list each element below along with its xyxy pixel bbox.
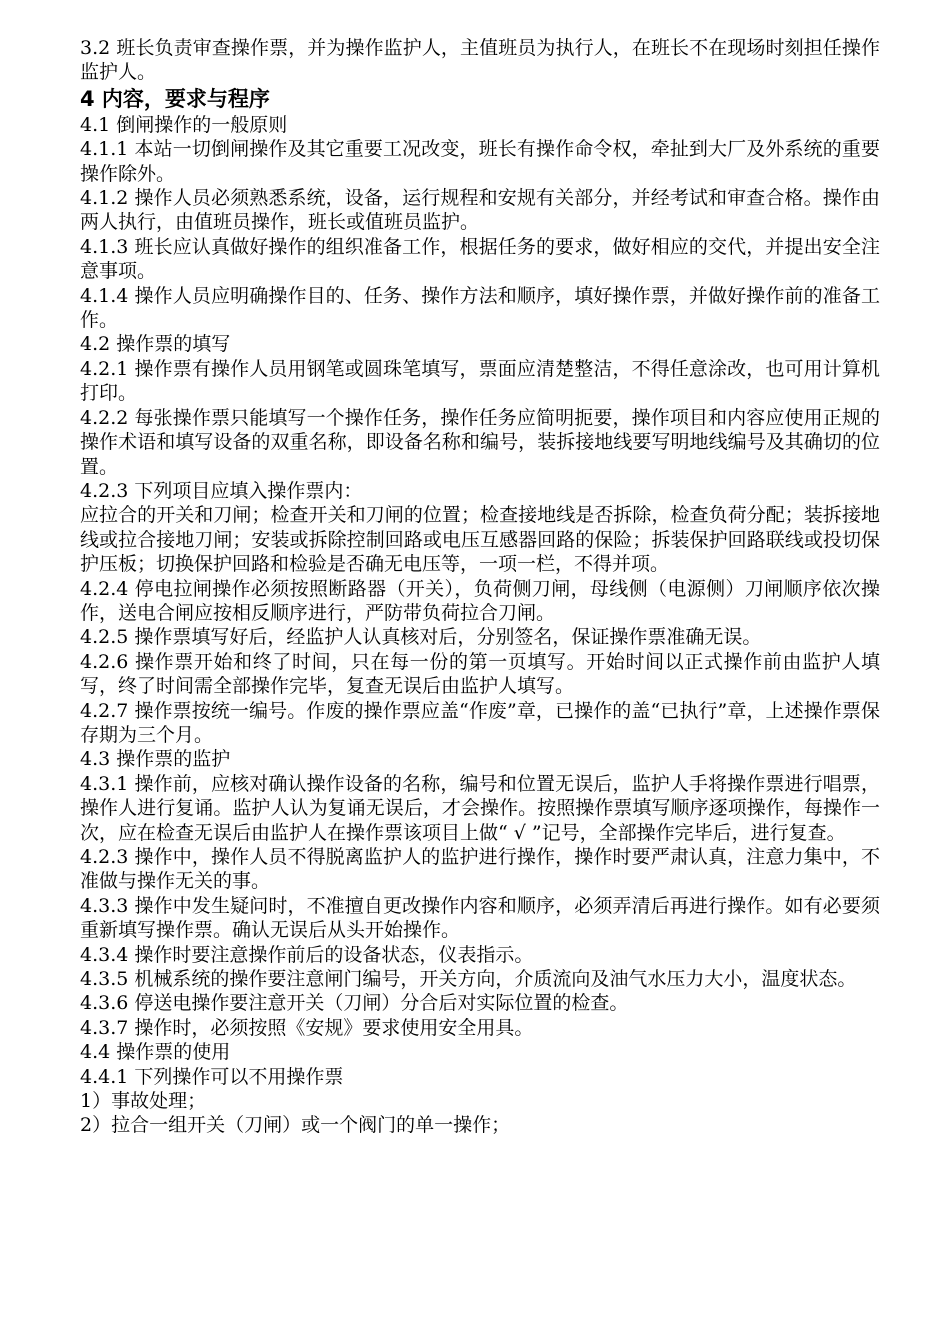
paragraph-4-3-4: 4.3.4 操作时要注意操作前后的设备状态，仪表指示。 bbox=[80, 943, 534, 966]
paragraph-items-list: 应拉合的开关和刀闸；检查开关和刀闸的位置；检查接地线是否拆除，检查负荷分配；装拆接地线或拉合接地刀闸；安装或拆除控制回路或电压互感器回路的保险；拆装保护回路联线或投切保护压板；切换保护回路和检验是否确无电压等，一项一栏，不得并项。 bbox=[80, 504, 880, 576]
list-item-1: 1）事故处理； bbox=[80, 1090, 207, 1113]
paragraph-4-3-5: 4.3.5 机械系统的操作要注意闸门编号，开关方向，介质流向及油气水压力大小，温度状态。 bbox=[80, 968, 857, 991]
paragraph-4-2-7: 4.2.7 操作票按统一编号。作废的操作票应盖“作废”章，已操作的盖“已执行”章，上述操作票保存期为三个月。 bbox=[80, 699, 880, 746]
paragraph-4-2-1: 4.2.1 操作票有操作人员用钢笔或圆珠笔填写，票面应清楚整洁，不得任意涂改，也可用计算机打印。 bbox=[80, 357, 880, 405]
paragraph-4-3-1: 4.3.1 操作前，应核对确认操作设备的名称，编号和位置无误后，监护人手将操作票进行唱票，操作人进行复诵。监护人认为复诵无误后，才会操作。按照操作票填写顺序逐项操作，每操作一次，应在检查无误后由监护人在操作票该项目上做“ √ ”记号，全部操作完毕后，进行复查。 bbox=[80, 772, 880, 844]
paragraph-4-1-1: 4.1.1 本站一切倒闸操作及其它重要工况改变，班长有操作命令权，牵扯到大厂及外系统的重要操作除外。 bbox=[80, 138, 880, 185]
paragraph-4-4-1: 4.4.1 下列操作可以不用操作票 bbox=[80, 1065, 344, 1088]
paragraph-4-3-2: 4.2.3 操作中，操作人员不得脱离监护人的监护进行操作，操作时要严肃认真，注意力集中，不准做与操作无关的事。 bbox=[80, 846, 880, 893]
subheading-4-1: 4.1 倒闸操作的一般原则 bbox=[80, 113, 288, 136]
paragraph-4-1-2: 4.1.2 操作人员必须熟悉系统，设备，运行规程和安规有关部分，并经考试和审查合格。操作由两人执行，由值班员操作，班长或值班员监护。 bbox=[80, 187, 880, 234]
subheading-4-4: 4.4 操作票的使用 bbox=[80, 1041, 231, 1064]
paragraph-4-1-4: 4.1.4 操作人员应明确操作目的、任务、操作方法和顺序，填好操作票，并做好操作前的准备工作。 bbox=[80, 284, 880, 332]
paragraph-4-2-3: 4.2.3 下列项目应填入操作票内： bbox=[80, 479, 363, 502]
subheading-4-3: 4.3 操作票的监护 bbox=[80, 748, 231, 771]
list-item-2: 2）拉合一组开关（刀闸）或一个阀门的单一操作； bbox=[80, 1114, 511, 1137]
document-page bbox=[80, 36, 880, 1138]
paragraph-4-2-5: 4.2.5 操作票填写好后，经监护人认真核对后，分别签名，保证操作票准确无误。 bbox=[80, 626, 762, 649]
paragraph-4-3-7: 4.3.7 操作时，必须按照《安规》要求使用安全用具。 bbox=[80, 1016, 534, 1039]
section-heading-4: 4 内容，要求与程序 bbox=[80, 86, 270, 111]
paragraph-4-3-6: 4.3.6 停送电操作要注意开关（刀闸）分合后对实际位置的检查。 bbox=[80, 992, 629, 1015]
paragraph-4-2-6: 4.2.6 操作票开始和终了时间，只在每一份的第一页填写。开始时间以正式操作前由监护人填写，终了时间需全部操作完毕，复查无误后由监护人填写。 bbox=[80, 650, 880, 698]
paragraph-3-2: 3.2 班长负责审查操作票，并为操作监护人，主值班员为执行人，在班长不在现场时刻担任操作监护人。 bbox=[80, 37, 880, 84]
paragraph-4-1-3: 4.1.3 班长应认真做好操作的组织准备工作，根据任务的要求，做好相应的交代，并提出安全注意事项。 bbox=[80, 235, 880, 283]
paragraph-4-2-4: 4.2.4 停电拉闸操作必须按照断路器（开关），负荷侧刀闸，母线侧（电源侧）刀闸顺序依次操作，送电合闸应按相反顺序进行，严防带负荷拉合刀闸。 bbox=[80, 577, 880, 624]
paragraph-4-3-3: 4.3.3 操作中发生疑问时，不准擅自更改操作内容和顺序，必须弄清后再进行操作。如有必要须重新填写操作票。确认无误后从头开始操作。 bbox=[80, 894, 880, 942]
subheading-4-2: 4.2 操作票的填写 bbox=[80, 333, 231, 356]
paragraph-4-2-2: 4.2.2 每张操作票只能填写一个操作任务，操作任务应简明扼要，操作项目和内容应使用正规的操作术语和填写设备的双重名称，即设备名称和编号，装拆接地线要写明地线编号及其确切的位置。 bbox=[80, 406, 880, 478]
